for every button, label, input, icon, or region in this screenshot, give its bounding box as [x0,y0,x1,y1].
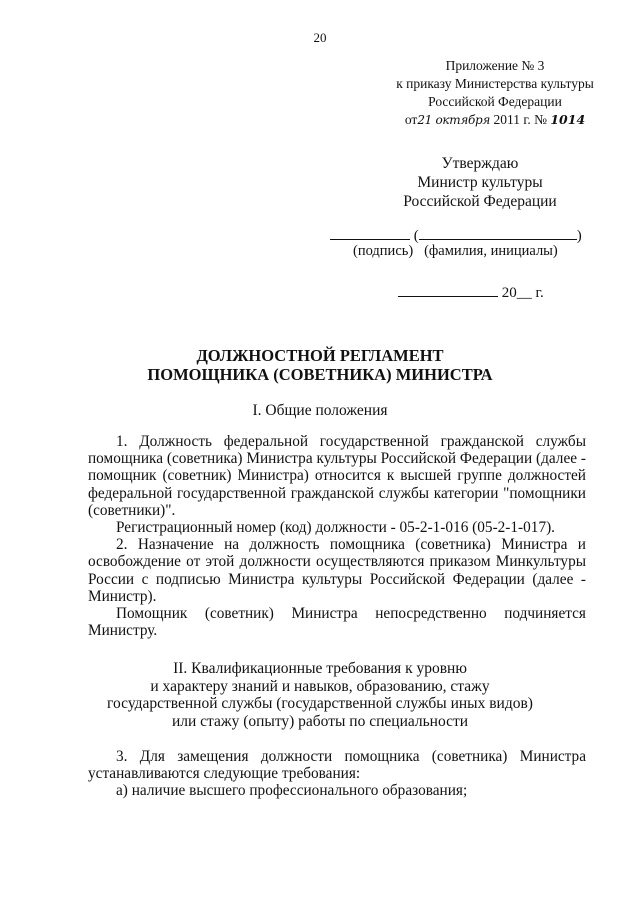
word: Министра [291,605,358,623]
appendix-date-line [390,111,600,129]
page-number: 20 [313,30,327,45]
word: непосредственно [375,605,487,623]
paragraph-3: 3. Для замещения должности помощника (советника) Министра устанавливаются следующие требования: [88,748,586,783]
appendix-line-2: к приказу Министерства культуры [396,76,594,91]
paragraph-2: 2. Назначение на должность помощника (советника) Министра и освобождение от этой должности осуществляются приказом Минкультуры России с подписью Министра культуры Российской Федерации (далее - Министр). [88,536,586,605]
section-2-line-2: и характеру знаний и навыков, образованию, стажу [150,677,490,695]
approval-line-2: Министр культуры [417,174,543,191]
paragraph-subordination-end: Министру. [88,622,158,640]
handwritten-date: 21 октября [417,113,491,127]
handwritten-number: 1014 [550,112,586,127]
section-1-body [88,433,586,639]
date-year: 2011 г. № [493,112,547,127]
paren-open: ( [413,228,419,244]
paragraph-subordination-line [88,605,586,622]
appendix-header [390,57,600,129]
paren-close: ) [576,228,582,244]
approval-block [380,154,580,211]
document-title [0,346,640,384]
appendix-line-1: Приложение № 3 [445,58,545,73]
paragraph-reg-number: Регистрационный номер (код) должности - 05-2-1-016 (05-2-1-017). [116,519,556,537]
approval-line-3: Российской Федерации [403,193,557,210]
word: (советник) [204,605,274,623]
section-1-heading: I. Общие положения [252,402,388,419]
date-suffix: 20__ г. [501,285,544,301]
word: Помощник [116,605,188,623]
appendix-line-3: Российской Федерации [428,94,562,109]
name-blank [419,225,577,240]
date-prefix: от [404,112,418,127]
date-blank [398,282,498,297]
signature-captions [353,243,558,260]
title-line-1: ДОЛЖНОСТНОЙ РЕГЛАМЕНТ [196,346,444,365]
section-2-body [88,748,586,800]
section-2-heading [0,660,640,730]
signature-caption: (подпись) [353,243,414,259]
name-caption: (фамилия, инициалы) [424,243,558,259]
section-2-line-3: государственной службы (государственной службы иных видов) [107,695,533,712]
section-2-line-4: или стажу (опыту) работы по специальности [171,712,469,730]
word: подчиняется [504,605,586,623]
section-2-line-1: II. Квалификационные требования к уровню [173,660,467,677]
signature-line [330,225,582,245]
signature-blank [330,225,410,240]
approval-date-line [398,282,544,302]
paragraph-3a: а) наличие высшего профессионального образования; [116,782,468,800]
approval-line-1: Утверждаю [441,155,519,172]
paragraph-1: 1. Должность федеральной государственной гражданской службы помощника (советника) Министра культуры Российской Федерации (далее - помощник (советник) Министра) относится к высшей группе должностей федеральной государственной гражданской службы категории "помощники (советники)". [88,433,586,519]
title-line-2: ПОМОЩНИКА (СОВЕТНИКА) МИНИСТРА [147,365,493,384]
